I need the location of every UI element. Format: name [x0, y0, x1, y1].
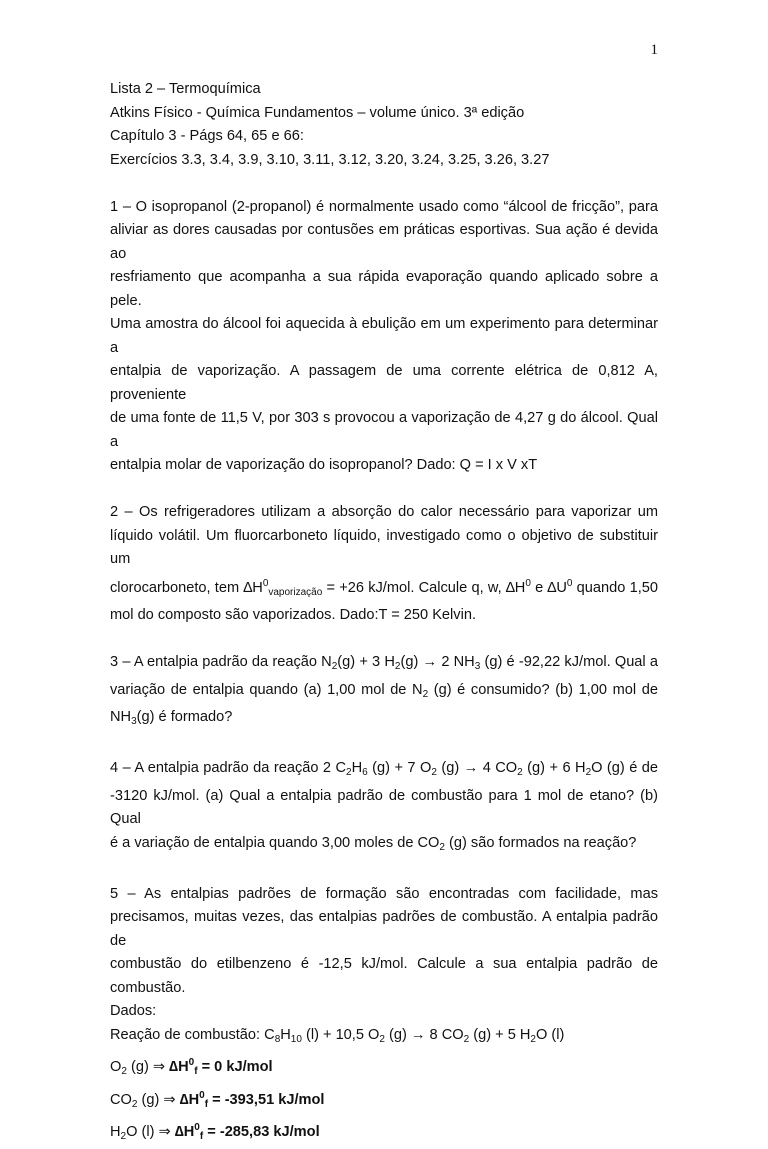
q2-line: mol do composto são vaporizados. Dado:T = 250 Kelvin. — [110, 607, 476, 623]
page-number: 1 — [650, 42, 658, 58]
enthalpy-o2: $O_2$ (g) ⇒ $\Delta H^0_f = 0$ kJ/mol — [110, 1057, 273, 1077]
q3-line: 3 – A entalpia padrão da reação $N_2(g) + 3$ $H_2(g) \to 2$ $NH_3$ (g) é -92,22 kJ/mol. Qual a — [110, 654, 658, 672]
q1-line: entalpia molar de vaporização do isopropanol? Dado: Q = I x V xT — [110, 457, 538, 473]
combustion-reaction: Reação de combustão: $C_8H_{10}$ (l) + 10,5 $O_2$ (g) → 8 $CO_2$ (g) + 5 $H_2O$ (l) — [110, 1026, 565, 1045]
header-book: Atkins Físico - Química Fundamentos – volume único. 3ª edição — [110, 104, 525, 121]
q5-line: 5 – As entalpias padrões de formação são encontradas com facilidade, mas — [110, 885, 658, 902]
q4-line: -3120 kJ/mol. (a) Qual a entalpia padrão de combustão para 1 mol de etano? (b) Qual — [110, 787, 658, 827]
q5-line: combustão do etilbenzeno é -12,5 kJ/mol. Calcule a sua entalpia padrão de — [110, 956, 658, 972]
q2-line: 2 – Os refrigeradores utilizam a absorção do calor necessário para vaporizar um — [110, 504, 658, 520]
q1-line: Uma amostra do álcool foi aquecida à ebulição em um experimento para determinar a — [110, 316, 658, 356]
enthalpy-h2o: $H_2O$ (l) ⇒ $\Delta H^0_f = -285,83$ kJ/mol — [110, 1122, 320, 1142]
header-exercises: Exercícios 3.3, 3.4, 3.9, 3.10, 3.11, 3.12, 3.20, 3.24, 3.25, 3.26, 3.27 — [110, 151, 550, 168]
q2-line: líquido volátil. Um fluorcarboneto líquido, investigado como o objetivo de substituir um — [110, 527, 658, 567]
q1-line: resfriamento que acompanha a sua rápida evaporação quando aplicado sobre a pele. — [110, 269, 658, 309]
q4-line: 4 – A entalpia padrão da reação 2 $C_2H_6$ (g) + 7 $O_2$ (g) → 4 $CO_2$ (g) + 6 $H_2O$ (g) é de — [110, 760, 659, 778]
question-5 — [110, 883, 658, 1149]
q3-line: variação de entalpia quando (a) 1,00 mol de $N_2$ (g) é consumido? (b) 1,00 mol de — [110, 681, 658, 700]
q1-line: 1 – O isopropanol (2-propanol) é normalmente usado como “álcool de fricção”, para — [110, 198, 658, 215]
header-title: Lista 2 – Termoquímica — [110, 81, 261, 97]
q1-line: entalpia de vaporização. A passagem de uma corrente elétrica de 0,812 A, proveniente — [110, 363, 658, 403]
question-4 — [110, 757, 658, 859]
q5-data-label: Dados: — [110, 1003, 157, 1019]
question-1 — [110, 196, 658, 478]
enthalpy-co2: $CO_2$ (g) ⇒ $\Delta H^0_f = -393,51$ kJ/mol — [110, 1089, 325, 1110]
document-body — [110, 78, 658, 1149]
q1-line: de uma fonte de 11,5 V, por 303 s provocou a vaporização de 4,27 g do álcool. Qual a — [110, 410, 658, 450]
q1-line: aliviar as dores causadas por contusões em práticas esportivas. Sua ação é devida ao — [110, 222, 658, 262]
question-2 — [110, 501, 658, 628]
q2-line: clorocarboneto, tem $\Delta H^0_{vaporização} = +26$ kJ/mol. Calcule q, w, $\Delta H^0$ e $\Delta U^0$ quando 1,50 — [110, 577, 658, 598]
question-3 — [110, 651, 658, 734]
header-chapter: Capítulo 3 - Págs 64, 65 e 66: — [110, 128, 304, 144]
list-header — [110, 78, 658, 172]
q3-line: $NH_3(g)$ é formado? — [110, 709, 233, 727]
q5-line: combustão. — [110, 979, 186, 996]
q4-line: é a variação de entalpia quando 3,00 moles de $CO_2$ (g) são formados na reação? — [110, 834, 637, 853]
q5-line: precisamos, muitas vezes, das entalpias padrões de combustão. A entalpia padrão de — [110, 909, 658, 949]
